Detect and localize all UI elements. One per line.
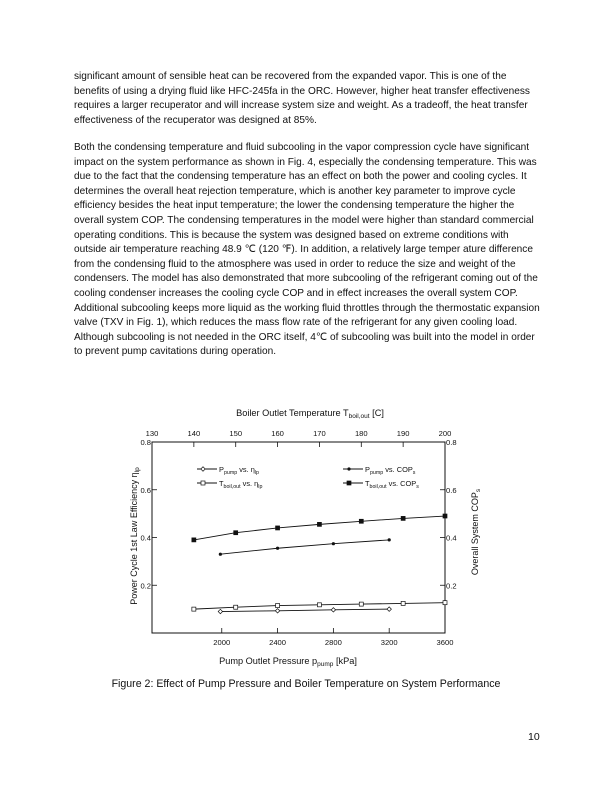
series-line-0 — [220, 609, 389, 611]
figure-chart — [100, 402, 520, 672]
top-tick-label: 190 — [396, 429, 410, 438]
series-point-3 — [359, 519, 363, 523]
right-tick-label: 0.2 — [446, 581, 457, 591]
legend-marker — [347, 467, 350, 470]
bottom-tick-label: 2800 — [324, 638, 342, 647]
series-point-2 — [219, 553, 222, 556]
legend-label: $T_{boil,out}$ vs. $\eta_{lp}$ — [219, 479, 263, 490]
series-line-3 — [194, 516, 445, 540]
series-point-1 — [192, 607, 196, 611]
series-point-3 — [401, 516, 405, 520]
series-point-0 — [218, 609, 222, 613]
series-point-2 — [276, 547, 279, 550]
left-tick-label: 0.6 — [140, 485, 151, 495]
bottom-tick-label: 3200 — [380, 638, 398, 647]
series-point-0 — [331, 608, 335, 612]
left-tick-label: 0.8 — [140, 438, 151, 447]
body-paragraph-1: significant amount of sensible heat can be recovered from the expanded vapor. This is one of the benefits of using a drying fluid like HFC-245fa in the ORC. However, higher heat transfer effectiveness requires a larger recuperator and will increase system size and weight. As a tradeoff, the heat transfer effectiveness of the recuperator was designed at 85%. — [74, 71, 530, 126]
legend-label: $T_{boil,out}$ vs. $COP_s$ — [365, 479, 419, 490]
bottom-tick-label: 3600 — [436, 638, 454, 647]
top-tick-label: 180 — [354, 429, 368, 438]
body-paragraph-2: Both the condensing temperature and fluid subcooling in the vapor compression cycle have significant impact on the system performance as shown in Fig. 4, especially the condensing temperature. This was due to the fact that the condensing temperature has an effect on both the power and cooling cycles. It determines the overall heat rejection temperature, which is another key parameter to improve cycle efficiency besides the heat input temperature; the lower the condensing temperature the higher the overall system COP. The condensing temperatures in the model were higher than standard commercial operating conditions. This is because the system was designed based on extreme conditions with outside air temperature reaching 48.9 ℃ (120 ℉). In addition, a relatively large temper ature difference from the condensing fluid to the atmosphere was used in order to reduce the size and weight of the condensers. The model has also demonstrated that more subcooling of the refrigerant coming out of the cooling condenser increases the cooling cycle COP and in effect increases the overall system COP. Additional subcooling keeps more liquid as the working fluid throttles through the thermostatic expansion valve (TXV in Fig. 1), which reduces the mass flow rate of the refrigerant for any given cooling load. Although subcooling is not needed in the ORC itself, 4℃ of subcooling was built into the model in order to prevent pump cavitations during operation. — [74, 142, 540, 358]
right-axis-title: Overall System $COP_s$ — [470, 488, 482, 576]
series-point-1 — [359, 602, 363, 606]
legend-label: $P_{pump}$ vs. $COP_s$ — [365, 465, 416, 476]
top-tick-label: 160 — [271, 429, 284, 438]
right-tick-label: 0.4 — [446, 533, 457, 543]
series-line-2 — [220, 540, 389, 554]
right-tick-label: 0.8 — [446, 438, 457, 447]
series-point-3 — [443, 514, 447, 518]
series-point-3 — [234, 531, 238, 535]
left-axis-title: Power Cycle 1st Law Efficiency $\eta_{lp}$ — [129, 467, 141, 605]
legend-marker — [347, 481, 351, 485]
top-tick-label: 130 — [145, 429, 159, 438]
series-point-2 — [388, 538, 391, 541]
left-tick-label: 0.4 — [140, 533, 151, 543]
legend-marker — [201, 481, 205, 485]
top-tick-label: 140 — [187, 429, 201, 438]
series-point-1 — [234, 605, 238, 609]
bottom-tick-label: 2400 — [269, 638, 287, 647]
series-point-1 — [401, 601, 405, 605]
series-point-0 — [275, 609, 279, 613]
legend-label: $P_{pump}$ vs. $\eta_{lp}$ — [219, 465, 259, 476]
series-point-1 — [443, 601, 447, 605]
series-point-1 — [276, 604, 280, 608]
right-tick-label: 0.6 — [446, 485, 457, 495]
left-tick-label: 0.2 — [140, 581, 151, 591]
top-tick-label: 170 — [313, 429, 326, 438]
series-point-0 — [387, 607, 391, 611]
page-number: 10 — [528, 731, 540, 743]
bottom-axis-title: Pump Outlet Pressure $p_{pump}$ [kPa] — [219, 656, 357, 668]
series-point-3 — [317, 522, 321, 526]
series-point-2 — [332, 542, 335, 545]
top-tick-label: 200 — [438, 429, 452, 438]
top-tick-label: 150 — [229, 429, 243, 438]
legend-marker — [201, 467, 205, 471]
top-axis-title: Boiler Outlet Temperature $T_{boil,out}$ [C] — [236, 408, 384, 420]
figure-caption: Figure 2: Effect of Pump Pressure and Boiler Temperature on System Performance — [111, 678, 501, 690]
series-point-3 — [276, 526, 280, 530]
series-point-1 — [317, 603, 321, 607]
bottom-tick-label: 2000 — [213, 638, 231, 647]
series-point-3 — [192, 538, 196, 542]
